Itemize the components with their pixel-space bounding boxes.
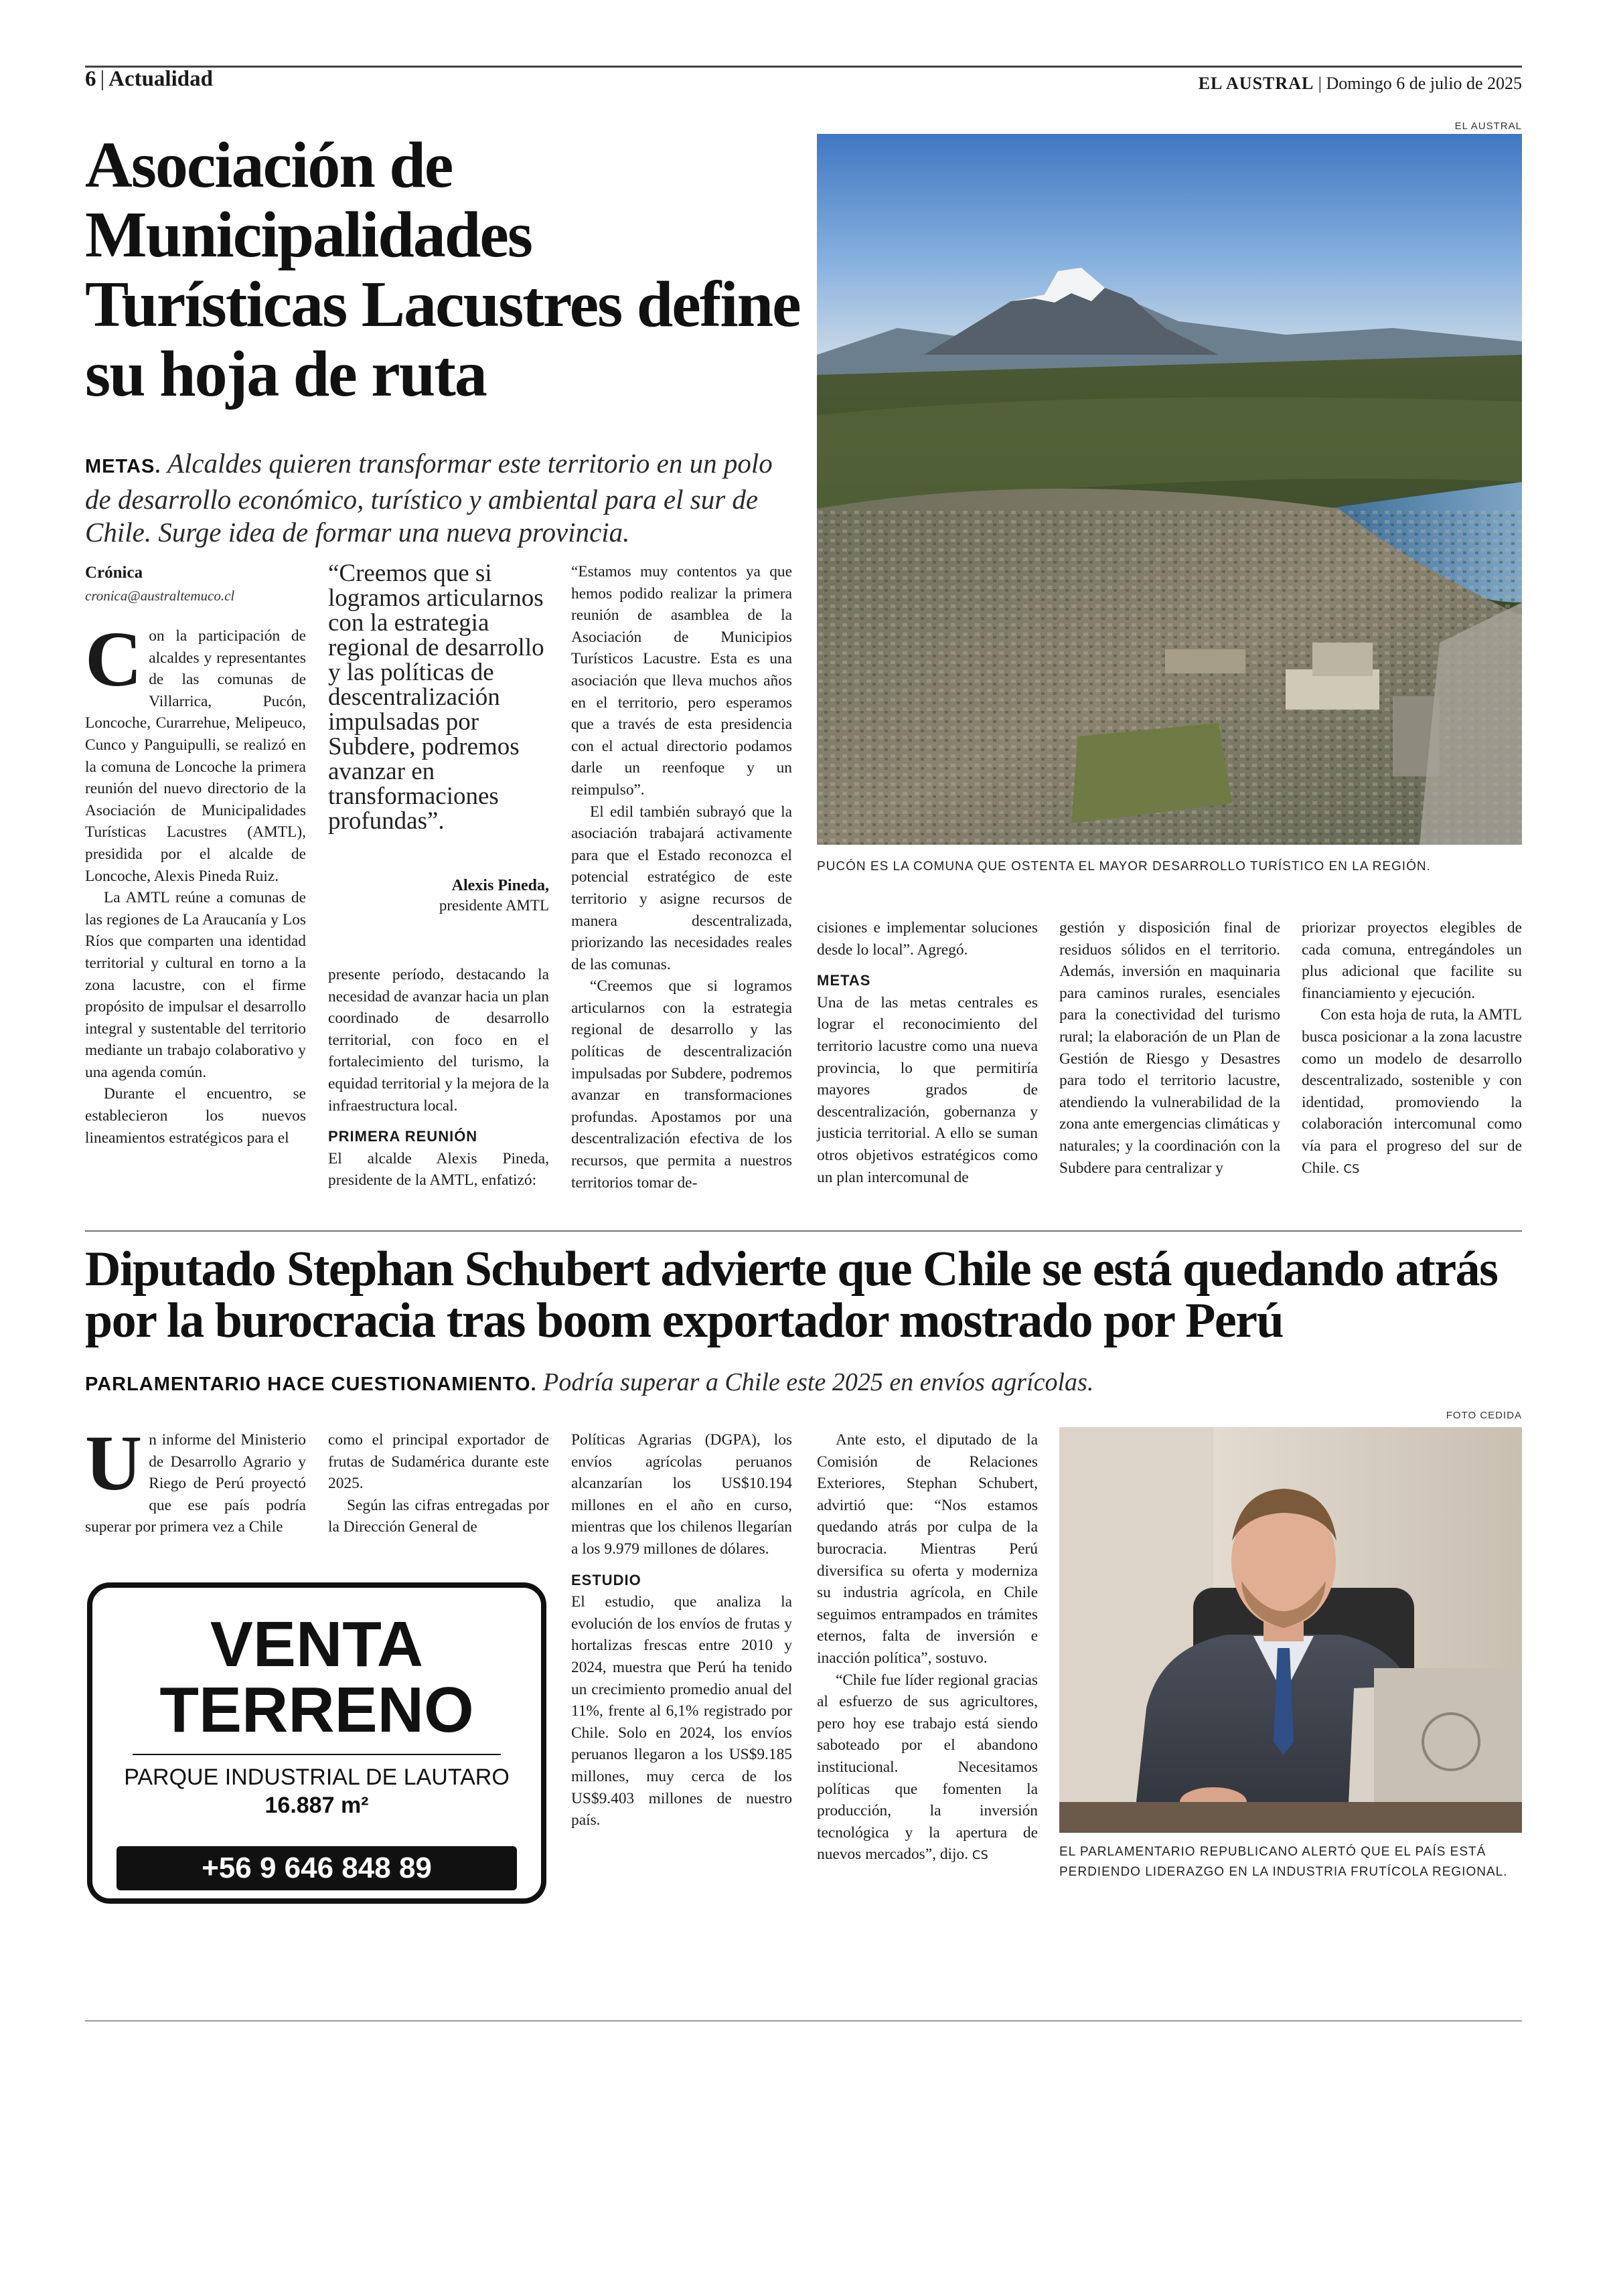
article1-deck-text: Alcaldes quieren transformar este territorio en un polo de desarrollo económico, turístico y ambiental para el sur de Chile. Surge idea de formar una nueva provincia.: [85, 448, 773, 548]
pull-quote-name: Alexis Pineda,: [451, 877, 549, 894]
ad-area: 16.887 m²: [264, 1793, 369, 1818]
subheading-metas: METAS: [817, 972, 871, 989]
article1-column-5: [1059, 917, 1280, 1179]
article2-dropcap: U: [85, 1419, 143, 1507]
article1-dropcap: C: [85, 615, 143, 703]
article1-column-4: [817, 917, 1038, 1188]
article1-headline: Asociación de Municipalidades Turísticas Lacustres define su hoja de ruta: [85, 129, 800, 410]
pucon-aerial-photo: [817, 134, 1522, 845]
article2-paragraph: El estudio, que analiza la evolución de los envíos de frutas y hortalizas frescas entre 2010 y 2024, muestra que Perú ha tenido un crecimiento promedio anual del 11%, frente al 6,1% registrado por Chile. Solo en 2024, los envíos peruanos llegaron a los US$9.185 millones, muy cerca de los US$9.403 millones de nuestro país.: [571, 1593, 792, 1829]
article1-paragraph: “Creemos que si logramos articularnos con la estrategia regional de desarrollo y las políticas de descentralización impulsadas por Subdere, podremos avanzar en transformaciones profundas. Apostamos por una descentralización efectiva de los recursos, que permita a nuestros territorios tomar de-: [571, 977, 792, 1192]
land-sale-ad[interactable]: [87, 1582, 546, 1904]
article2-headline: Diputado Stephan Schubert advierte que Chile se está quedando atrás por la burocracia tras boom exportador mostrado por Perú: [85, 1242, 1498, 1348]
article2-column-1: [85, 1419, 306, 1538]
header-rule: [85, 66, 1522, 68]
pull-quote: “Creemos que si logramos articularnos con la estrategia regional de desarrollo y las políticas de descentralización impulsadas por Subdere, podremos avanzar en transformaciones profundas”.: [328, 560, 544, 835]
article1-column-3: [571, 561, 792, 1194]
article1-photo-credit: EL AUSTRAL: [1454, 120, 1522, 132]
article2-paragraph: Ante esto, el diputado de la Comisión de Relaciones Exteriores, Stephan Schubert, advirtió que: “Nos estamos quedando atrás por culpa de la burocracia. Mientras Perú diversifica su oferta y moderniza su industria agrícola, en Chile seguimos entrampados en trámites eternos, falta de inversión e inacción política”, sostuvo.: [817, 1431, 1038, 1667]
section-name: Actualidad: [108, 67, 213, 91]
ad-phone[interactable]: +56 9 646 848 89: [117, 1846, 517, 1890]
article1-paragraph: [1302, 1004, 1522, 1180]
end-mark-icon: CS: [972, 1848, 988, 1863]
article1-text: Con esta hoja de ruta, la AMTL busca posicionar a la zona lacustre como un modelo de desarrollo descentralizado, sostenible y con identidad, promoviendo la colaboración intercomunal como vía para el progreso del sur de Chile.: [1302, 1006, 1522, 1177]
article2-text: “Chile fue líder regional gracias al esfuerzo de sus agricultores, pero hoy ese trabajo está siendo saboteado por el abandono institucional. Necesitamos políticas que fomenten la producción, la inversión tecnológica y la apertura de nuevos mercados”, dijo.: [817, 1671, 1038, 1864]
article1-paragraph: El alcalde Alexis Pineda, presidente de la AMTL, enfatizó:: [328, 1149, 549, 1190]
article1-column-2: [328, 964, 549, 1192]
pucon-aerial-illustration: [817, 134, 1522, 845]
article1-paragraph: gestión y disposición final de residuos sólidos en el territorio. Además, inversión en maquinaria para caminos rurales, esenciales para la conectividad del turismo rural; la elaboración de un Plan de Gestión de Riesgo y Desastres para todo el territorio lacustre, atendiendo la vulnerabilidad de la zona ante emergencias climáticas y naturales; y la coordinación con la Subdere para centralizar y: [1059, 919, 1280, 1177]
article1-paragraph: La AMTL reúne a comunas de las regiones de La Araucanía y Los Ríos que comparten una identidad territorial y cultural en torno a la zona lacustre, con el firme propósito de impulsar el desarrollo integral y sustentable del territorio mediante un trabajo colaborativo y una agenda común.: [85, 889, 306, 1081]
deputy-portrait-photo: [1059, 1427, 1522, 1833]
article1-paragraph: cisiones e implementar soluciones desde lo local”. Agregó.: [817, 919, 1038, 959]
article2-deck: [85, 1367, 1522, 1400]
article2-paragraph: [85, 1419, 306, 1538]
article1-paragraph: presente período, destacando la necesidad de avanzar hacia un plan coordinado de desarrollo territorial, con foco en el fortalecimiento del turismo, la equidad territorial y la mejora de la infraestructura local.: [328, 966, 549, 1115]
ad-divider: [133, 1754, 501, 1755]
deputy-portrait-illustration: [1059, 1427, 1522, 1833]
article2-photo-caption: EL PARLAMENTARIO REPUBLICANO ALERTÓ QUE EL PAÍS ESTÁ PERDIENDO LIDERAZGO EN LA INDUSTRIA FRUTÍCOLA REGIONAL.: [1059, 1845, 1508, 1879]
article2-photo-credit: FOTO CEDIDA: [1446, 1410, 1522, 1421]
article2-column-2: [328, 1429, 549, 1538]
masthead: EL AUSTRAL | Domingo 6 de julio de 2025: [1198, 74, 1522, 93]
article1-paragraph: “Estamos muy contentos ya que hemos podido realizar la primera reunión de asamblea de la Asociación de Municipios Turísticos Lacustre. Esta es una asociación que lleva muchos años en el territorio, pero esperamos que a través de esta presidencia con el actual directorio podamos darle un reenfoque y un reimpulso”.: [571, 563, 792, 799]
ad-title-line: VENTA: [210, 1609, 424, 1680]
article2-text: n informe del Ministerio de Desarrollo Agrario y Riego de Perú proyectó que ese país podría superar por primera vez a Chile: [85, 1431, 306, 1536]
article2-paragraph: como el principal exportador de frutas de Sudamérica durante este 2025.: [328, 1431, 549, 1493]
article1-column-1: [85, 615, 306, 1149]
article2-column-3: [571, 1429, 792, 1831]
article2-paragraph: Según las cifras entregadas por la Dirección General de: [328, 1496, 549, 1536]
page-number: 6: [85, 67, 96, 91]
byline: Crónica: [85, 564, 143, 582]
bottom-rule: [85, 2020, 1522, 2022]
issue-date: Domingo 6 de julio de 2025: [1326, 74, 1522, 93]
paper-name: EL AUSTRAL: [1198, 74, 1314, 93]
article1-paragraph: Una de las metas centrales es lograr el reconocimiento del territorio lacustre como una nueva provincia, lo que permitiría mayores grados de descentralización, gobernanza y justicia territorial. A ello se suman otros objetivos estratégicos como un plan intercomunal de: [817, 993, 1038, 1186]
pull-quote-role: presidente AMTL: [439, 897, 549, 914]
article1-column-6: [1302, 917, 1522, 1180]
byline-email[interactable]: cronica@australtemuco.cl: [85, 588, 235, 604]
article2-deck-label: PARLAMENTARIO HACE CUESTIONAMIENTO.: [85, 1374, 537, 1395]
article1-paragraph: [85, 615, 306, 887]
article1-deck-label: METAS.: [85, 456, 161, 477]
article1-text: on la participación de alcaldes y representantes de las comunas de Villarrica, Pucón, Loncoche, Curarrehue, Melipeuco, Cunco y Panguipulli, se realizó en la comuna de Loncoche la primera reunión del nuevo directorio de la Asociación de Municipalidades Turísticas Lacustres (AMTL), presidida por el alcalde de Loncoche, Alexis Pineda Ruiz.: [85, 627, 306, 885]
end-mark-icon: CS: [1343, 1161, 1360, 1176]
article1-paragraph: priorizar proyectos elegibles de cada comuna, entregándoles un plus adicional que facilite su financiamiento y ejecución.: [1302, 919, 1522, 1002]
ad-title: [92, 1609, 541, 1746]
article2-deck-text: Podría superar a Chile este 2025 en envíos agrícolas.: [543, 1368, 1094, 1396]
article1-paragraph: El edil también subrayó que la asociación trabajará activamente para que el Estado reconozca el potencial estratégico de este territorio y asigne recursos de manera descentralizada, priorizando las necesidades reales de las comunas.: [571, 803, 792, 973]
ad-location: PARQUE INDUSTRIAL DE LAUTARO: [124, 1765, 510, 1790]
subheading-estudio: ESTUDIO: [571, 1571, 641, 1588]
article2-paragraph: [817, 1669, 1038, 1867]
article1-deck: [85, 447, 801, 549]
section-divider: [85, 1230, 1522, 1232]
article2-column-4: [817, 1429, 1038, 1867]
ad-title-line: TERRENO: [159, 1674, 474, 1746]
article2-paragraph: Políticas Agrarias (DGPA), los envíos agrícolas peruanos alcanzarían los US$10.194 millones en el año en curso, mientras que los chilenos llegarían a los 9.979 millones de dólares.: [571, 1431, 792, 1558]
page-section: 6 | Actualidad: [85, 67, 213, 91]
article1-paragraph: Durante el encuentro, se establecieron los nuevos lineamientos estratégicos para el: [85, 1085, 306, 1147]
article1-photo-caption: PUCÓN ES LA COMUNA QUE OSTENTA EL MAYOR DESARROLLO TURÍSTICO EN LA REGIÓN.: [817, 859, 1431, 874]
subheading-primera-reunion: PRIMERA REUNIÓN: [328, 1128, 478, 1145]
